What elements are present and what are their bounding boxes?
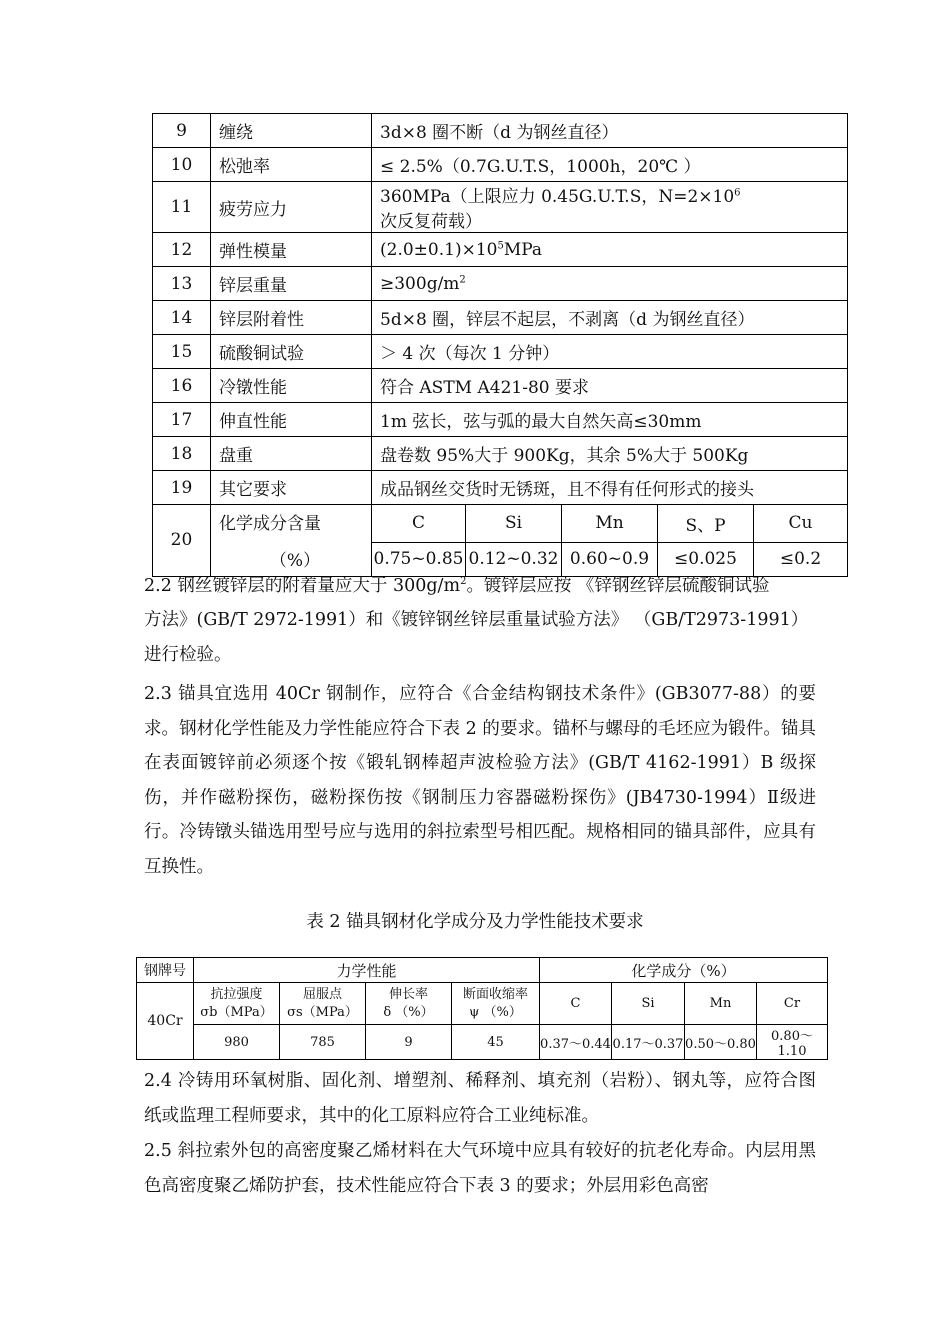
row-number: 19 <box>153 471 211 505</box>
chem-value: 0.80～1.10 <box>757 1025 828 1060</box>
item-name: 硫酸铜试验 <box>211 335 372 369</box>
item-name: 冷镦性能 <box>211 369 372 403</box>
item-value: 符合 ASTM A421-80 要求 <box>372 369 848 403</box>
unit-label: （%） <box>211 542 372 576</box>
chem-header: 化学成分（%） <box>540 958 828 983</box>
item-name: 化学成分含量 <box>211 505 372 543</box>
steel-wire-spec-table <box>152 113 848 577</box>
paragraph-2-5: 2.5 斜拉索外包的高密度聚乙烯材料在大气环境中应具有较好的抗老化寿命。内层用黑色高密度聚乙烯防护套，技术性能应符合下表 3 的要求；外层用彩色高密 <box>144 1141 816 1196</box>
chem-element-header: Mn <box>685 983 757 1025</box>
paragraph-2-2-line1: 2.2 钢丝镀锌层的附着量应大于 $300g/m^2$。镀锌层应按 《锌钢丝锌层硫酸铜试验 <box>144 575 770 596</box>
chem-value: 0.17～0.37 <box>612 1025 685 1060</box>
chem-element: S、P <box>658 505 754 543</box>
row-number: 12 <box>153 233 211 267</box>
spec-row <box>153 335 848 369</box>
item-value: 盘卷数 95%大于 900Kg，其余 5%大于 500Kg <box>372 437 848 471</box>
anchor-steel-spec-table <box>136 957 828 1060</box>
paragraph-2-2-line3: 进行检验。 <box>144 644 232 665</box>
chem-element-header: Si <box>612 983 685 1025</box>
item-name: 弹性模量 <box>211 233 372 267</box>
row-number: 11 <box>153 182 211 233</box>
spec-row <box>153 471 848 505</box>
item-name: 锌层附着性 <box>211 301 372 335</box>
item-name: 松弛率 <box>211 148 372 182</box>
mech-prop-value: 45 <box>452 1025 540 1060</box>
row-number: 14 <box>153 301 211 335</box>
chem-element: Mn <box>562 505 658 543</box>
chem-value: ≤0.2 <box>754 542 848 576</box>
paragraph-2-3: 2.3 锚具宜选用 40Cr 钢制作，应符合《合金结构钢技术条件》(GB3077-88）的要求。钢材化学性能及力学性能应符合下表 2 的要求。锚杯与螺母的毛坯应为锻件。锚具在表面镀锌前必须逐个按《锻轧钢棒超声波检验方法》(GB/T 4162-1991）B 级探伤，并作磁粉探伤，磁粉探伤按《钢制压力容器磁粉探伤》(JB4730-1994）Ⅱ级进行。冷铸镦头锚选用型号应与选用的斜拉索型号相匹配。规格相同的锚具部件，应具有互换性。 <box>144 684 816 877</box>
chem-value: 0.50～0.80 <box>685 1025 757 1060</box>
row-number: 15 <box>153 335 211 369</box>
item-value: ≤ 2.5%（0.7G.U.T.S，1000h，20℃ ） <box>372 148 848 182</box>
row-number: 20 <box>153 505 211 577</box>
row-number: 16 <box>153 369 211 403</box>
spec-row <box>153 267 848 301</box>
mech-prop-header: 断面收缩率 ψ （%） <box>452 983 540 1025</box>
table2-caption: 表 2 锚具钢材化学成分及力学性能技术要求 <box>306 912 644 932</box>
item-value: 360MPa（上限应力 0.45G.U.T.S，$N=2\times 10^6$ 次反复荷载） <box>372 182 848 233</box>
item-value: 5d×8 圈，锌层不起层，不剥离（d 为钢丝直径） <box>372 301 848 335</box>
spec-row <box>153 148 848 182</box>
item-value: ＞ 4 次（每次 1 分钟） <box>372 335 848 369</box>
mech-prop-value: 785 <box>280 1025 366 1060</box>
paragraph-2-4: 2.4 冷铸用环氧树脂、固化剂、增塑剂、稀释剂、填充剂（岩粉）、钢丸等，应符合图纸或监理工程师要求，其中的化工原料应符合工业纯标准。 <box>144 1071 816 1126</box>
spec-row <box>153 369 848 403</box>
mech-prop-header: 伸长率 δ （%） <box>366 983 452 1025</box>
spec-row <box>153 114 848 148</box>
spec-row <box>153 301 848 335</box>
chem-element-header: C <box>540 983 612 1025</box>
item-name: 疲劳应力 <box>211 182 372 233</box>
spec-row <box>153 403 848 437</box>
chem-element: C <box>372 505 466 543</box>
spec-row <box>153 437 848 471</box>
item-value: 1m 弦长，弦与弧的最大自然矢高≤30mm <box>372 403 848 437</box>
item-value: 成品钢丝交货时无锈斑，且不得有任何形式的接头 <box>372 471 848 505</box>
item-value: $(2.0\pm 0.1)\times 10^5MPa$ <box>372 233 848 267</box>
spec-row <box>153 182 848 233</box>
item-name: 盘重 <box>211 437 372 471</box>
chem-value: 0.75~0.85 <box>372 542 466 576</box>
chem-element-header: Cr <box>757 983 828 1025</box>
brand-header: 钢牌号 <box>137 958 194 983</box>
chem-value: 0.60~0.9 <box>562 542 658 576</box>
mech-prop-value: 9 <box>366 1025 452 1060</box>
row-number: 13 <box>153 267 211 301</box>
mech-prop-header: 屈服点 σs（MPa） <box>280 983 366 1025</box>
chem-value: 0.37～0.44 <box>540 1025 612 1060</box>
row-number: 17 <box>153 403 211 437</box>
chem-value: ≤0.025 <box>658 542 754 576</box>
item-name: 伸直性能 <box>211 403 372 437</box>
item-value: $\ge 300g/m^2$ <box>372 267 848 301</box>
mech-prop-value: 980 <box>194 1025 280 1060</box>
brand-cell: 40Cr <box>137 983 194 1060</box>
mech-prop-header: 抗拉强度 σb（MPa） <box>194 983 280 1025</box>
row-number: 9 <box>153 114 211 148</box>
chem-element: Cu <box>754 505 848 543</box>
chem-value: 0.12~0.32 <box>466 542 562 576</box>
paragraph-2-2-line2: 方法》(GB/T 2972-1991）和《镀锌钢丝锌层重量试验方法》 （GB/T2973-1991） <box>144 610 809 631</box>
item-value: 3d×8 圈不断（d 为钢丝直径） <box>372 114 848 148</box>
paragraph-2-2 <box>144 565 816 672</box>
mech-header: 力学性能 <box>194 958 540 983</box>
item-name: 锌层重量 <box>211 267 372 301</box>
chem-composition-row <box>153 505 848 543</box>
row-number: 18 <box>153 437 211 471</box>
chem-element: Si <box>466 505 562 543</box>
spec-row <box>153 233 848 267</box>
item-name: 其它要求 <box>211 471 372 505</box>
row-number: 10 <box>153 148 211 182</box>
item-name: 缠绕 <box>211 114 372 148</box>
